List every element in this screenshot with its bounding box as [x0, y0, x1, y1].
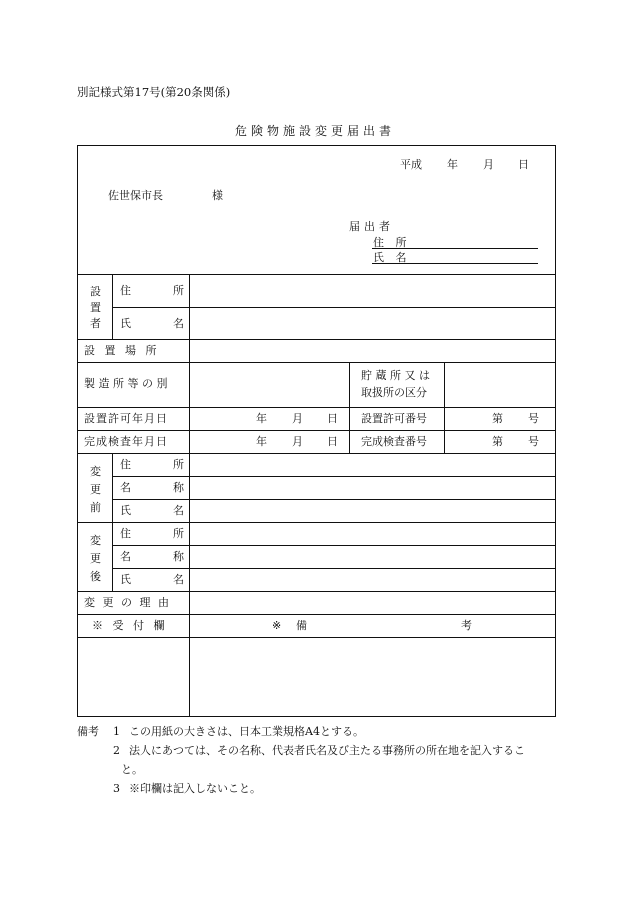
permit-number-prefix: 第: [492, 412, 503, 425]
installer-name-b: 名: [173, 317, 184, 330]
facility-type-label: 製 造 所 等 の 別: [84, 377, 168, 390]
inspection-date-day: 日: [327, 435, 338, 448]
footnote-heading: 備考: [77, 725, 99, 738]
after-name-a: 氏: [120, 573, 131, 586]
location-label: 設 置 場 所: [84, 344, 160, 357]
notifier-label: 届出者: [349, 220, 394, 233]
before-label-1: 変: [90, 465, 101, 478]
before-name-a: 氏: [120, 504, 131, 517]
before-orgname-b: 称: [173, 481, 184, 494]
footnote-2-text: 法人にあつては、その名称、代表者氏名及び主たる事務所の所在地を記入するこ: [129, 744, 525, 757]
before-orgname-a: 名: [120, 481, 131, 494]
before-address-a: 住: [120, 458, 131, 471]
reception-label: ※ 受 付 欄: [92, 619, 168, 632]
form-number-label: 別記様式第17号(第20条関係): [77, 85, 231, 99]
after-orgname-a: 名: [120, 550, 131, 563]
after-label-1: 変: [90, 534, 101, 547]
footnote-3-num: 3: [113, 782, 120, 795]
installer-label-3: 者: [90, 317, 101, 330]
installer-label-2: 置: [90, 301, 101, 314]
date-month-label: 月: [483, 158, 494, 171]
after-orgname-b: 称: [173, 550, 184, 563]
footnote-2-num: 2: [113, 744, 120, 757]
notifier-name-line: [372, 263, 538, 264]
date-year-label: 年: [447, 158, 458, 171]
remarks-label-a: 備: [296, 619, 307, 632]
installer-name-a: 氏: [120, 317, 131, 330]
date-day-label: 日: [518, 158, 529, 171]
inspection-date-label: 完成検査年月日: [84, 435, 168, 448]
permit-number-label: 設置許可番号: [361, 412, 427, 425]
installer-address-a: 住: [120, 284, 131, 297]
inspection-date-month: 月: [292, 435, 303, 448]
permit-date-day: 日: [327, 412, 338, 425]
inspection-date-year: 年: [256, 435, 267, 448]
notification-form-table: [77, 145, 556, 717]
permit-date-month: 月: [292, 412, 303, 425]
footnote-3-text: ※印欄は記入しないこと。: [129, 782, 261, 795]
notifier-address-line: [372, 248, 538, 249]
permit-number-suffix: 号: [528, 412, 539, 425]
before-label-3: 前: [90, 501, 101, 514]
document-title: 危険物施設変更届出書: [234, 124, 395, 138]
footnote-1-text: この用紙の大きさは、日本工業規格A4とする。: [129, 725, 364, 738]
change-reason-label: 変 更 の 理 由: [84, 596, 171, 609]
remarks-mark: ※: [272, 619, 282, 632]
inspection-number-prefix: 第: [492, 435, 503, 448]
honorific: 様: [212, 189, 223, 202]
addressee: 佐世保市長: [108, 189, 163, 202]
footnote-1-num: 1: [113, 725, 120, 738]
permit-date-year: 年: [256, 412, 267, 425]
remarks-label-b: 考: [461, 619, 472, 632]
storage-category-label-2: 取扱所の区分: [361, 386, 427, 399]
footnote-2-cont: と。: [121, 763, 143, 776]
inspection-number-suffix: 号: [528, 435, 539, 448]
storage-category-label-1: 貯 蔵 所 又 は: [361, 369, 430, 382]
date-era: 平成: [400, 158, 422, 171]
notifier-name-label: 氏 名: [373, 251, 411, 264]
after-label-2: 更: [90, 552, 101, 565]
inspection-number-label: 完成検査番号: [361, 435, 427, 448]
installer-label-1: 設: [90, 285, 101, 298]
before-address-b: 所: [173, 458, 184, 471]
notifier-address-label: 住 所: [373, 236, 411, 249]
after-address-b: 所: [173, 527, 184, 540]
before-name-b: 名: [173, 504, 184, 517]
before-label-2: 更: [90, 483, 101, 496]
after-name-b: 名: [173, 573, 184, 586]
after-address-a: 住: [120, 527, 131, 540]
permit-date-label: 設置許可年月日: [84, 412, 168, 425]
after-label-3: 後: [90, 570, 101, 583]
installer-address-b: 所: [173, 284, 184, 297]
